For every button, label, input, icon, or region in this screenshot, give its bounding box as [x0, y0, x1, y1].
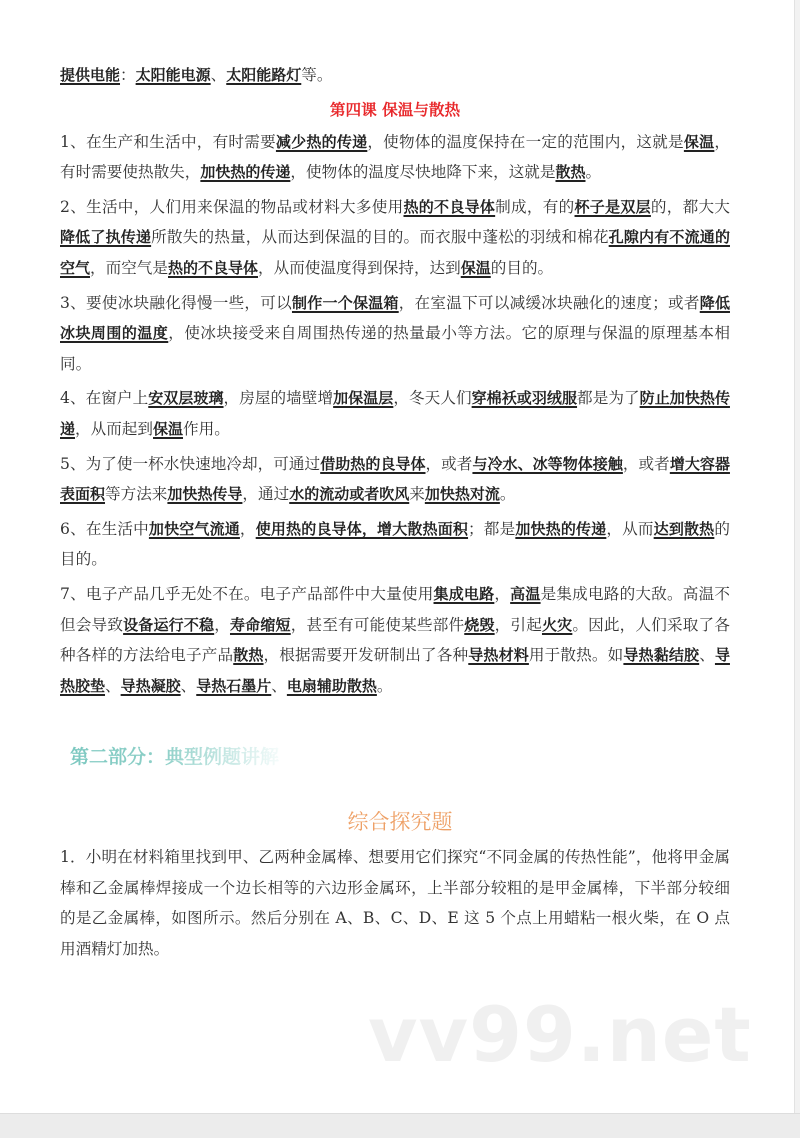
text-run: 1．小明在材料箱里找到甲、乙两种金属棒、想要用它们探究“不同金属的传热性能”，他将甲金属棒和乙金属棒焊接成一个边长相等的六边形金属环，上半部分较粗的是甲金属棒，下半部分较细的是乙金属棒，如图所示。然后分别在 A、B、C、D、E 这 5 个点上用蜡粘一根火柴，在 O 点用酒精灯加热。	[60, 848, 730, 958]
text-run: ，有时需要使热散失，	[60, 132, 730, 182]
key-term: 加保温层	[333, 389, 394, 408]
text-run: 所散失的热量，从而达到保温的目的。而衣服中蓬松的羽绒和棉花	[151, 228, 609, 247]
paragraph	[60, 514, 730, 575]
key-term: 安双层玻璃	[148, 389, 224, 408]
text-run: 、	[105, 676, 121, 695]
text-run: ，从而	[606, 519, 654, 538]
key-term: 集成电路	[433, 584, 495, 603]
paragraph	[60, 192, 730, 284]
text-run: ，引起	[494, 615, 542, 634]
bottom-bar	[0, 1113, 800, 1138]
text-run: ，甚至有可能使某些部件	[290, 615, 465, 634]
text-run: 、	[271, 676, 287, 695]
key-term: 散热	[555, 163, 586, 182]
text-run: ，根据需要开发研制出了各种	[263, 646, 469, 665]
key-term: 导热凝胶	[120, 676, 181, 695]
key-term: 电扇辅助散热	[286, 676, 377, 695]
key-term: 热的不良导体	[403, 197, 496, 216]
key-term: 保温	[153, 419, 184, 438]
text-run: 。因此，人们采取了各种各样的方法给电子产品	[60, 615, 730, 665]
key-term: 太阳能电源	[135, 66, 211, 84]
watermark: vv99.net	[368, 990, 752, 1079]
text-run: 、	[180, 676, 197, 695]
key-term: 太阳能路灯	[226, 66, 302, 84]
text-run: ，而空气是	[90, 258, 168, 277]
key-term: 导热胶垫	[60, 646, 730, 695]
text-run: 5、为了使一杯水快速地冷却，可通过	[60, 454, 321, 473]
paragraph	[60, 288, 730, 380]
text-run: 是集成电路的大敌。高温不但会导致	[60, 584, 730, 634]
paragraph	[60, 579, 730, 701]
part-heading: 第二部分：典型例题讲解	[70, 742, 279, 769]
key-term: 借助热的良导体	[320, 454, 426, 473]
text-run: ，使冰块接受来自周围热传递的热量最小等方法。它的原理与保温的原理基本相同。	[60, 324, 730, 373]
text-run: 2、生活中，人们用来保温的物品或材料大多使用	[60, 197, 404, 216]
key-term: 降低了执传递	[60, 228, 152, 247]
key-term: 火灾	[541, 615, 573, 634]
text-run: 等。	[301, 66, 333, 84]
right-border	[794, 0, 800, 1113]
text-run: 的，都大大	[650, 197, 730, 216]
paragraph	[60, 842, 730, 964]
key-term: 增大容器表面积	[60, 454, 730, 504]
key-term: 烧毁	[464, 615, 495, 634]
key-term: 杯子是双层	[574, 197, 651, 216]
lesson-body	[60, 127, 730, 702]
text-run: 6、在生活中	[60, 519, 149, 538]
key-term: 孔隙内有不流通的空气	[60, 228, 730, 277]
lesson-title: 第四课 保温与散热	[329, 100, 461, 119]
key-term: 导热石墨片	[196, 676, 272, 695]
paragraph	[60, 60, 730, 91]
text-run: ，从而起到	[75, 419, 153, 438]
key-term: 减少热的传递	[275, 132, 368, 151]
key-term: 热的不良导体	[168, 258, 259, 277]
text-run: ，或者	[425, 454, 473, 473]
key-term: 达到散热	[653, 519, 715, 538]
text-run: 的目的。	[490, 258, 554, 277]
text-run: ，或者	[622, 454, 670, 473]
topic-heading: 综合探究题	[347, 810, 453, 834]
text-run: 。	[499, 485, 516, 504]
key-term: 加快空气流通	[148, 519, 240, 538]
text-run: ，	[494, 584, 511, 603]
key-term: 加快热对流	[424, 485, 500, 504]
key-term: 寿命缩短	[229, 615, 291, 634]
text-run: ，使物体的温度尽快地降下来，这就是	[290, 163, 556, 182]
intro-section	[60, 60, 730, 91]
key-term: 加快热的传递	[515, 519, 607, 538]
key-term: 水的流动或者吹风	[289, 485, 410, 504]
paragraph	[60, 383, 730, 444]
text-run: ，冬天人们	[393, 389, 472, 408]
key-term: 加快热传导	[167, 485, 243, 504]
text-run: 用于散热。如	[528, 646, 624, 665]
key-term: 使用热的良导体，增大散热面积	[255, 519, 469, 538]
paragraph	[60, 127, 730, 188]
paragraph	[60, 449, 730, 510]
text-run: ：	[120, 66, 136, 84]
key-term: 保温	[683, 132, 715, 151]
text-run: 的目的。	[60, 519, 730, 569]
key-term: 导热黏结胶	[623, 646, 700, 665]
key-term: 提供电能	[60, 66, 121, 84]
key-term: 降低冰块周围的温度	[60, 293, 730, 343]
key-term: 防止加快热传递	[60, 389, 730, 438]
text-run: 4、在窗户上	[60, 389, 149, 408]
text-run: 。	[376, 676, 393, 695]
text-run: 等方法来	[105, 485, 168, 504]
key-term: 散热	[233, 646, 264, 665]
text-run: 、	[210, 66, 227, 84]
text-run: ，房屋的墙壁增	[223, 389, 334, 408]
text-run: ，通过	[242, 485, 290, 504]
document-page	[60, 60, 730, 705]
text-run: ；都是	[468, 519, 516, 538]
text-run: 作用。	[183, 419, 230, 438]
question-section	[60, 842, 730, 968]
key-term: 制作一个保温箱	[291, 293, 399, 312]
text-run: 3、要使冰块融化得慢一些，可以	[60, 293, 292, 312]
text-run: 都是为了	[577, 389, 640, 408]
text-run: ，	[239, 519, 256, 538]
key-term: 高温	[510, 584, 541, 603]
text-run: 来	[409, 485, 425, 504]
text-run: 制成，有的	[495, 197, 575, 216]
key-term: 加快热的传递	[200, 163, 291, 182]
text-run: ，在室温下可以减缓冰块融化的速度；或者	[398, 293, 700, 312]
key-term: 与冷水、冰等物体接触	[472, 454, 623, 473]
key-term: 设备运行不稳	[123, 615, 215, 634]
text-run: ，使物体的温度保持在一定的范围内，这就是	[367, 132, 684, 151]
text-run: 。	[585, 163, 602, 182]
text-run: ，从而使温度得到保持，达到	[258, 258, 461, 277]
key-term: 导热材料	[468, 646, 529, 665]
text-run: ，	[214, 615, 230, 634]
key-term: 穿棉袄或羽绒服	[471, 389, 578, 408]
text-run: 、	[699, 646, 715, 665]
text-run: 1、在生产和生活中，有时需要	[60, 132, 276, 151]
key-term: 保温	[460, 258, 491, 277]
text-run: 7、电子产品几乎无处不在。电子产品部件中大量使用	[60, 584, 434, 603]
